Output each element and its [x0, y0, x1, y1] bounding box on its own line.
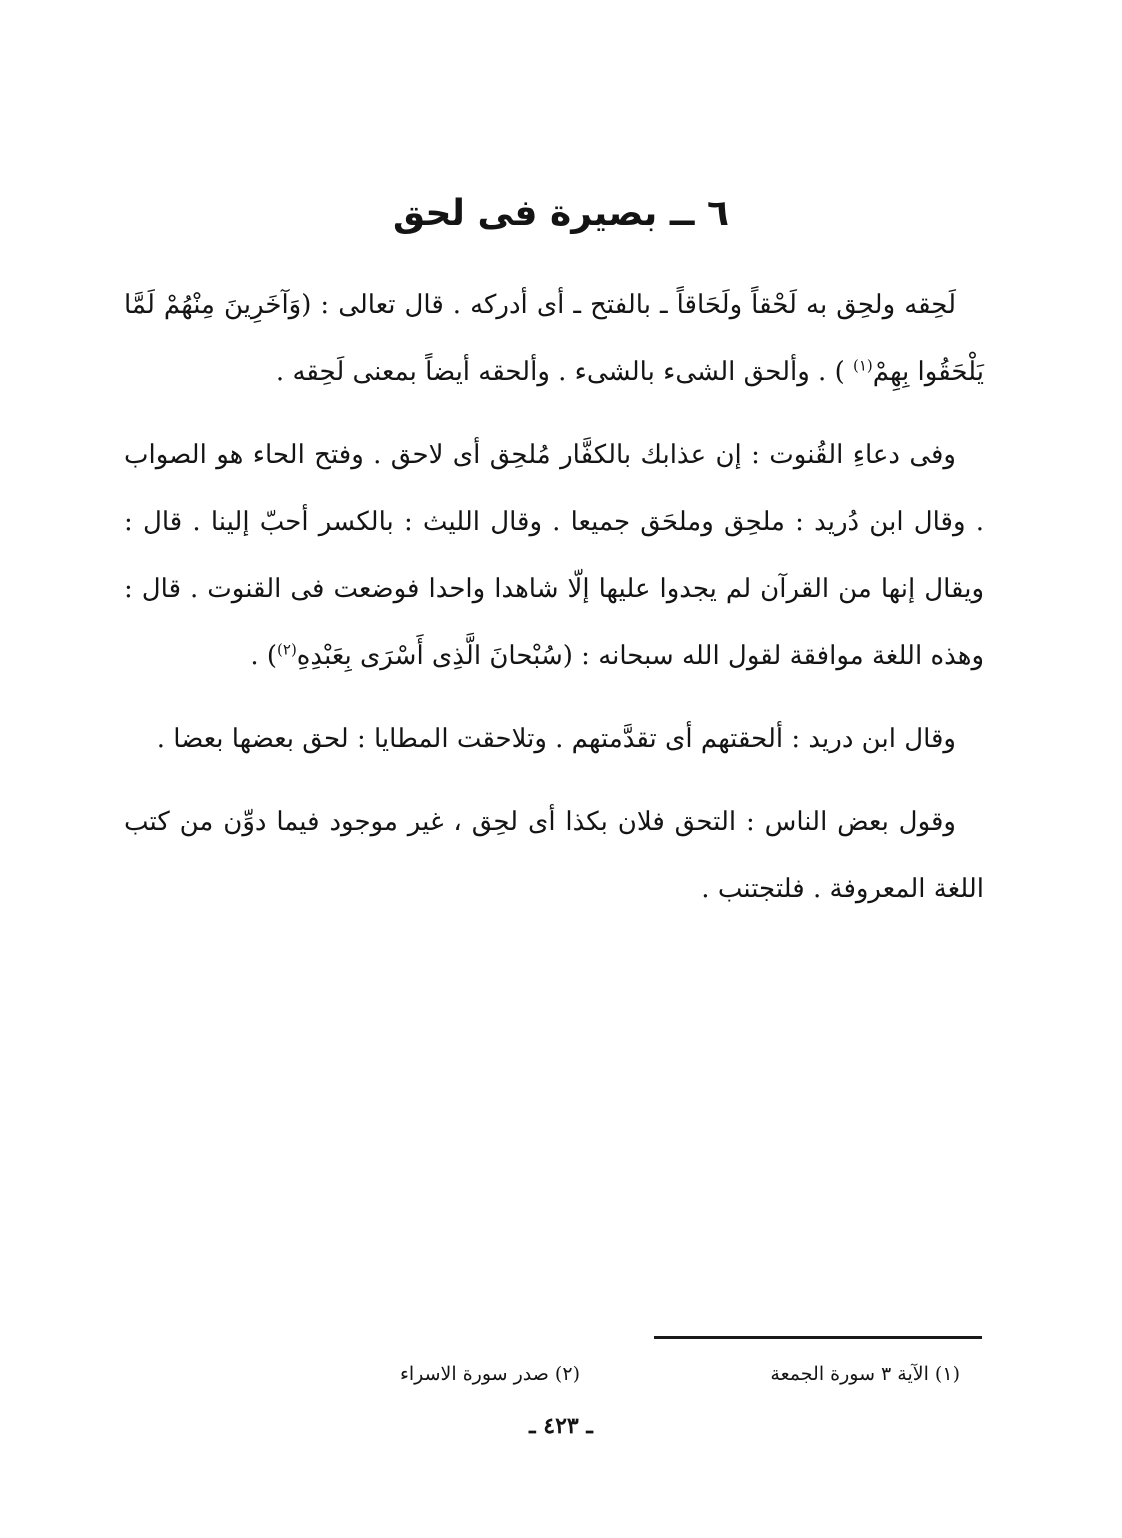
footnote-divider	[654, 1336, 982, 1339]
paragraph: وقال ابن دريد : ألحقتهم أى تقدَّمتهم . وتلاحقت المطايا : لحق بعضها بعضا .	[156, 724, 956, 754]
footnote-marker: (٢)	[277, 640, 297, 659]
section-heading: ٦ ــ بصيرة فى لحق	[393, 193, 729, 234]
footnotes	[300, 1358, 980, 1392]
paragraph-text: ) . وألحق الشىء بالشىء . وألحقه أيضاً بمعنى لَحِقه .	[275, 357, 853, 387]
paragraph	[124, 272, 984, 406]
paragraph: وقول بعض الناس : التحق فلان بكذا أى لحِق ، غير موجود فيما دوِّن من كتب اللغة المعروفة . فلتجتنب .	[124, 807, 984, 904]
footnote-2: (٢) صدر سورة الاسراء	[399, 1363, 580, 1385]
paragraph-text: وفى دعاءِ القُنوت : إن عذابك بالكفَّار مُلحِق أى لاحق . وفتح الحاء هو الصواب . وقال ابن دُريد : ملحِق وملحَق جميعا . وقال الليث : بالكسر أحبّ إلينا . قال : ويقال إنها من القرآن لم يجدوا عليها إلّا شاهدا واحدا فوضعت فى القنوت . قال : وهذه اللغة موافقة لقول الله سبحانه : (سُبْحانَ الَّذِى أَسْرَى بِعَبْدِهِ	[124, 440, 984, 671]
body-text	[124, 272, 984, 923]
footnote-marker: (١)	[852, 356, 873, 375]
paragraph-text: لَحِقه ولحِق به لَحْقاً ولَحَاقاً ـ بالفتح ـ أى أدركه . قال تعالى : (وَآخَرِينَ مِنْهُمْ لَمَّا يَلْحَقُوا بِهِمْ	[124, 290, 984, 387]
paragraph-text: ) .	[250, 641, 278, 671]
page-number: ـ ٤٢٣ ـ	[529, 1413, 593, 1439]
paragraph	[124, 422, 984, 690]
footnote-1: (١) الآية ٣ سورة الجمعة	[770, 1363, 960, 1385]
